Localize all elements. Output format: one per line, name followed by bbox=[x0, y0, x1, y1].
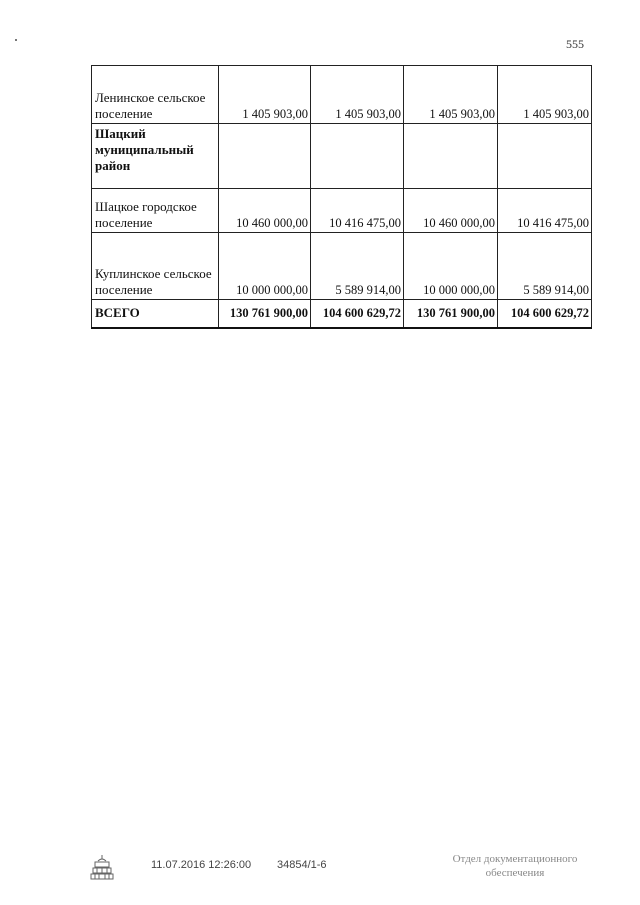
table-row bbox=[92, 124, 592, 189]
table-row bbox=[92, 66, 592, 124]
cell-value: 10 000 000,00 bbox=[219, 233, 311, 300]
department-line-1: Отдел документационного bbox=[452, 853, 578, 865]
total-value: 104 600 629,72 bbox=[311, 300, 404, 328]
page-number: 555 bbox=[566, 37, 584, 51]
cell-value bbox=[404, 124, 498, 189]
cell-value: 5 589 914,00 bbox=[498, 233, 592, 300]
cell-value: 1 405 903,00 bbox=[404, 66, 498, 124]
cell-value: 1 405 903,00 bbox=[219, 66, 311, 124]
cell-value bbox=[498, 124, 592, 189]
cell-value: 10 000 000,00 bbox=[404, 233, 498, 300]
scan-dot bbox=[15, 39, 17, 41]
footer-doc-number: 34854/1-6 bbox=[277, 859, 327, 871]
cell-value: 5 589 914,00 bbox=[311, 233, 404, 300]
cell-value bbox=[311, 124, 404, 189]
row-name: Шацкое городское поселение bbox=[92, 189, 219, 233]
cell-value bbox=[219, 124, 311, 189]
budget-table bbox=[91, 65, 592, 329]
department-line-2: обеспечения bbox=[485, 867, 545, 879]
total-label: ВСЕГО bbox=[92, 300, 219, 328]
total-value: 130 761 900,00 bbox=[404, 300, 498, 328]
cell-value: 1 405 903,00 bbox=[311, 66, 404, 124]
total-value: 130 761 900,00 bbox=[219, 300, 311, 328]
table-row bbox=[92, 233, 592, 300]
row-name: Ленинское сельское поселение bbox=[92, 66, 219, 124]
total-value: 104 600 629,72 bbox=[498, 300, 592, 328]
emblem-icon bbox=[89, 853, 115, 881]
cell-value: 10 416 475,00 bbox=[311, 189, 404, 233]
table-row bbox=[92, 189, 592, 233]
cell-value: 10 460 000,00 bbox=[219, 189, 311, 233]
total-row bbox=[92, 300, 592, 328]
cell-value: 1 405 903,00 bbox=[498, 66, 592, 124]
row-name: Шацкий муниципальный район bbox=[92, 124, 219, 189]
footer-department bbox=[440, 852, 590, 880]
cell-value: 10 416 475,00 bbox=[498, 189, 592, 233]
cell-value: 10 460 000,00 bbox=[404, 189, 498, 233]
footer-datetime: 11.07.2016 12:26:00 bbox=[151, 859, 252, 871]
row-name: Куплинское сельское поселение bbox=[92, 233, 219, 300]
